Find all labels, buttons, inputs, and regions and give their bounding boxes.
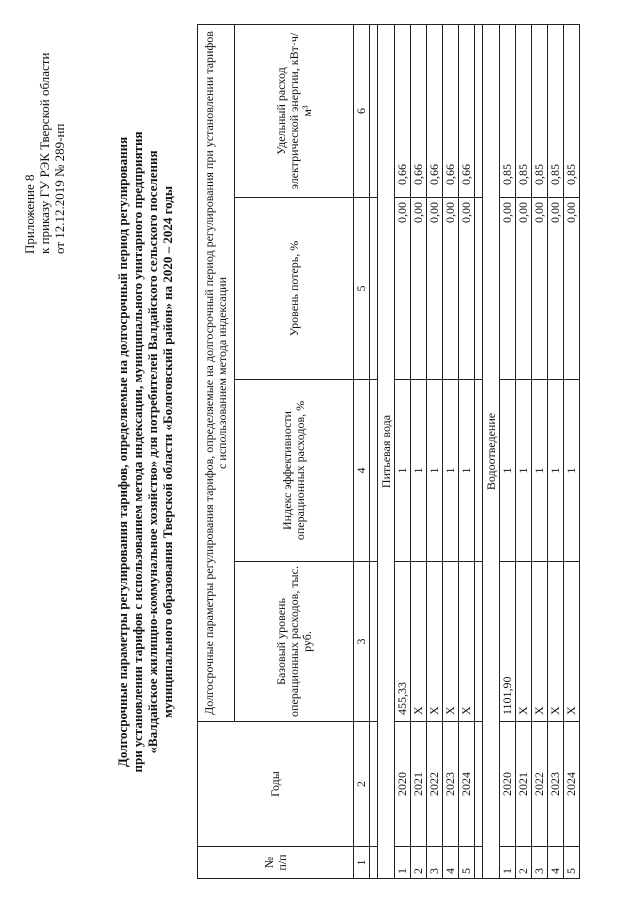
cell-loss-level: 0,00: [459, 198, 475, 380]
cell-loss-level: 0,00: [411, 198, 427, 380]
cell-year: 2020: [500, 722, 516, 847]
cell-base-opex: X: [459, 562, 475, 722]
cell-specific-energy: 0,66: [395, 24, 411, 197]
cell-num: 4: [548, 847, 564, 879]
cell-efficiency-index: 1: [395, 380, 411, 562]
cell-num: 2: [516, 847, 532, 879]
cell-specific-energy: 0,66: [411, 24, 427, 197]
cell-year: 2020: [395, 722, 411, 847]
header-specific-energy: Удельный расход электрической энергии, кВт·ч/м³: [235, 24, 354, 197]
cell-base-opex: X: [548, 562, 564, 722]
cell-num: 5: [564, 847, 580, 879]
cell-efficiency-index: 1: [459, 380, 475, 562]
cell-specific-energy: 0,85: [532, 24, 548, 197]
cell-base-opex: 1101,90: [500, 562, 516, 722]
cell-year: 2023: [548, 722, 564, 847]
cell-num: 5: [459, 847, 475, 879]
section-row-drinking-water: [378, 24, 395, 878]
cell-year: 2024: [564, 722, 580, 847]
cell-specific-energy: 0,85: [564, 24, 580, 197]
table-row: [564, 24, 580, 878]
cell-base-opex: X: [516, 562, 532, 722]
cell-loss-level: 0,00: [443, 198, 459, 380]
spacer-row: [475, 24, 483, 878]
column-number: 5: [354, 198, 370, 380]
cell-specific-energy: 0,85: [500, 24, 516, 197]
cell-loss-level: 0,00: [548, 198, 564, 380]
appendix-line-3: от 12.12.2019 № 289-нп: [52, 123, 67, 254]
cell-loss-level: 0,00: [564, 198, 580, 380]
cell-loss-level: 0,00: [427, 198, 443, 380]
table-row: [411, 24, 427, 878]
cell-loss-level: 0,00: [500, 198, 516, 380]
table-row: [443, 24, 459, 878]
column-number: 3: [354, 562, 370, 722]
table-row: [427, 24, 443, 878]
cell-base-opex: X: [564, 562, 580, 722]
title-line-4: муниципального образования Тверской области «Бологовский район» на 2020 – 2024 годы: [160, 186, 175, 719]
cell-year: 2023: [443, 722, 459, 847]
cell-efficiency-index: 1: [411, 380, 427, 562]
cell-loss-level: 0,00: [395, 198, 411, 380]
cell-num: 3: [427, 847, 443, 879]
cell-efficiency-index: 1: [532, 380, 548, 562]
cell-efficiency-index: 1: [443, 380, 459, 562]
table-row: [548, 24, 564, 878]
table-row: [516, 24, 532, 878]
table-row: [532, 24, 548, 878]
cell-num: 2: [411, 847, 427, 879]
header-num: № п/п: [198, 847, 354, 879]
cell-year: 2024: [459, 722, 475, 847]
title-line-1: Долгосрочные параметры регулирования тарифов, определяемые на долгосрочный период регулирования: [115, 136, 130, 768]
cell-num: 3: [532, 847, 548, 879]
spacer-row: [370, 24, 378, 878]
cell-specific-energy: 0,66: [443, 24, 459, 197]
header-loss-level: Уровень потерь, %: [235, 198, 354, 380]
header-base-opex: Базовый уровень операционных расходов, тыс. руб.: [235, 562, 354, 722]
cell-year: 2021: [411, 722, 427, 847]
cell-base-opex: 455,33: [395, 562, 411, 722]
cell-num: 4: [443, 847, 459, 879]
appendix-note: [22, 24, 67, 254]
cell-base-opex: X: [532, 562, 548, 722]
cell-base-opex: X: [427, 562, 443, 722]
header-efficiency-index: Индекс эффективности операционных расходов, %: [235, 380, 354, 562]
cell-loss-level: 0,00: [532, 198, 548, 380]
appendix-line-1: Приложение 8: [22, 174, 37, 254]
cell-specific-energy: 0,66: [459, 24, 475, 197]
cell-year: 2021: [516, 722, 532, 847]
appendix-line-2: к приказу ГУ РЭК Тверской области: [37, 52, 52, 254]
cell-base-opex: X: [443, 562, 459, 722]
table-row: [500, 24, 516, 878]
table-row: [459, 24, 475, 878]
cell-efficiency-index: 1: [500, 380, 516, 562]
cell-num: 1: [395, 847, 411, 879]
title-line-2: при установлении тарифов с использованием метода индексации, муниципального унитарного предприятия: [130, 131, 145, 773]
column-number-row: [354, 24, 370, 878]
cell-efficiency-index: 1: [516, 380, 532, 562]
table-row: [395, 24, 411, 878]
cell-efficiency-index: 1: [548, 380, 564, 562]
title-line-3: «Валдайское жилищно-коммунальное хозяйство» для потребителей Валдайского сельского поселения: [145, 150, 160, 754]
cell-year: 2022: [427, 722, 443, 847]
cell-loss-level: 0,00: [516, 198, 532, 380]
cell-efficiency-index: 1: [564, 380, 580, 562]
column-number: 6: [354, 24, 370, 197]
column-number: 4: [354, 380, 370, 562]
cell-year: 2022: [532, 722, 548, 847]
header-group: Долгосрочные параметры регулирования тарифов, определяемые на долгосрочный период регулирования при установлении тарифов с использованием метода индексации: [198, 24, 235, 721]
cell-specific-energy: 0,85: [516, 24, 532, 197]
column-number: 1: [354, 847, 370, 879]
cell-specific-energy: 0,85: [548, 24, 564, 197]
cell-efficiency-index: 1: [427, 380, 443, 562]
header-years: Годы: [198, 722, 354, 847]
section-title: Водоотведение: [483, 24, 500, 878]
section-title: Питьевая вода: [378, 24, 395, 878]
cell-base-opex: X: [411, 562, 427, 722]
cell-specific-energy: 0,66: [427, 24, 443, 197]
cell-num: 1: [500, 847, 516, 879]
section-row-wastewater: [483, 24, 500, 878]
document-title: [115, 25, 175, 879]
column-number: 2: [354, 722, 370, 847]
parameters-table: [197, 24, 580, 879]
